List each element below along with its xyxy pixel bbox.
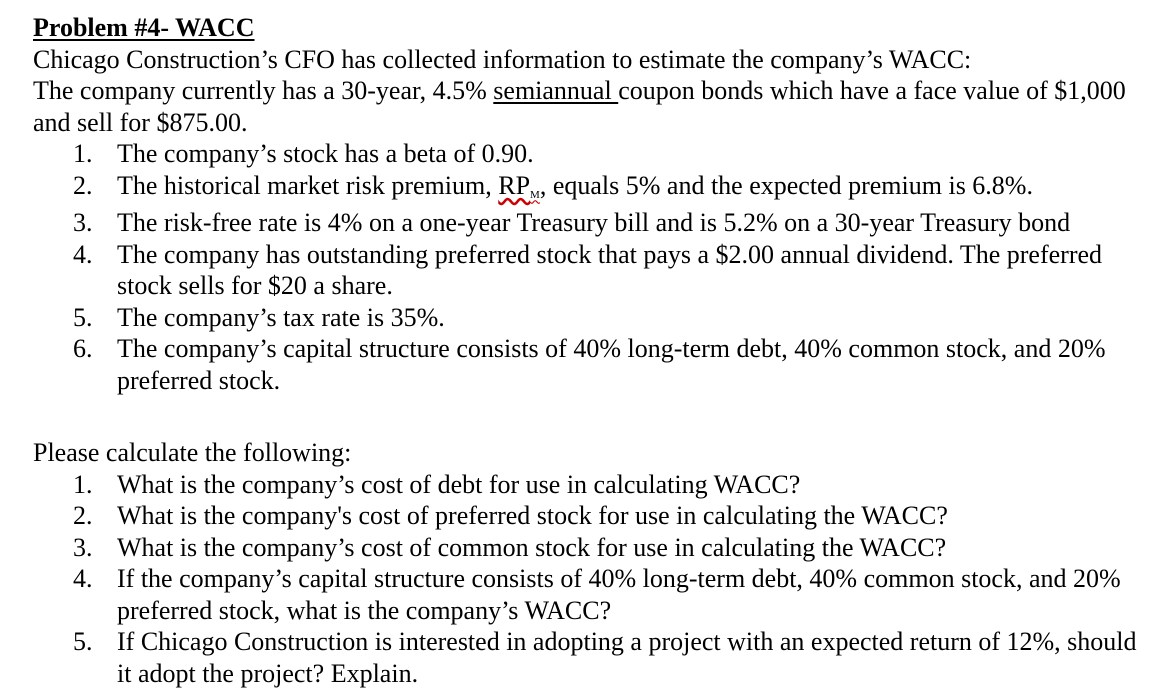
fact-number: 5. (73, 302, 93, 332)
fact-text: The risk-free rate is 4% on a one-year Treasury bill and is 5.2% on a 30-year Treasury bond (117, 208, 1071, 237)
question-number: 3. (73, 532, 93, 562)
fact-number: 3. (73, 208, 93, 237)
fact-text: The company has outstanding preferred stock that pays a $2.00 annual dividend. The preferred stock sells for $20 a share. (117, 239, 1103, 300)
fact-item (33, 138, 1153, 170)
question-item (33, 469, 1153, 501)
question-number: 2. (73, 501, 93, 530)
intro-bond-text-post: coupon bonds which have a face value of $1,000 and sell for $875.00. (33, 76, 1126, 137)
section-spacer (33, 396, 1153, 437)
fact-item (33, 302, 1153, 334)
fact-number: 2. (73, 170, 93, 200)
question-text: If Chicago Construction is interested in adopting a project with an expected return of 12%, should it adopt the project? Explain. (117, 627, 1137, 688)
fact-text-post: , equals 5% and the expected premium is 6.8%. (539, 170, 1033, 200)
fact-number: 6. (73, 334, 93, 363)
question-item (33, 626, 1153, 689)
question-item (33, 563, 1153, 626)
semiannual-underlined-text: semiannual (493, 76, 619, 105)
risk-premium-subscript: M (530, 188, 540, 201)
fact-number: 1. (73, 139, 93, 168)
questions-list (33, 469, 1153, 690)
question-item (33, 532, 1153, 564)
document (33, 12, 1153, 689)
question-number: 5. (73, 627, 93, 656)
question-number: 1. (73, 469, 93, 499)
problem-title: Problem #4- WACC (33, 13, 255, 42)
question-item (33, 500, 1153, 532)
fact-item (33, 239, 1153, 302)
fact-number: 4. (73, 239, 93, 269)
fact-text: The company’s capital structure consists of 40% long-term debt, 40% common stock, and 20% preferred stock. (117, 334, 1106, 395)
intro-bond-paragraph (33, 75, 1153, 138)
question-text: What is the company’s cost of debt for use in calculating WACC? (117, 469, 801, 499)
question-text: What is the company's cost of preferred stock for use in calculating the WACC? (117, 501, 948, 530)
fact-text: The company’s stock has a beta of 0.90. (117, 139, 534, 168)
intro-line-1: Chicago Construction’s CFO has collected information to estimate the company’s WACC: (33, 44, 972, 74)
facts-list (33, 138, 1153, 396)
risk-premium-symbol: RP (498, 170, 531, 200)
intro-bond-text-pre: The company currently has a 30-year, 4.5% (33, 76, 494, 105)
fact-text: The company’s tax rate is 35%. (117, 302, 445, 332)
questions-prompt: Please calculate the following: (33, 438, 352, 467)
question-number: 4. (73, 564, 93, 593)
fact-item (33, 170, 1153, 208)
fact-text-pre: The historical market risk premium, (117, 170, 499, 200)
question-text: If the company’s capital structure consists of 40% long-term debt, 40% common stock, and 20% preferred stock, what is the company’s WACC? (117, 564, 1121, 625)
fact-item (33, 207, 1153, 239)
fact-item (33, 333, 1153, 396)
question-text: What is the company’s cost of common stock for use in calculating the WACC? (117, 532, 947, 562)
